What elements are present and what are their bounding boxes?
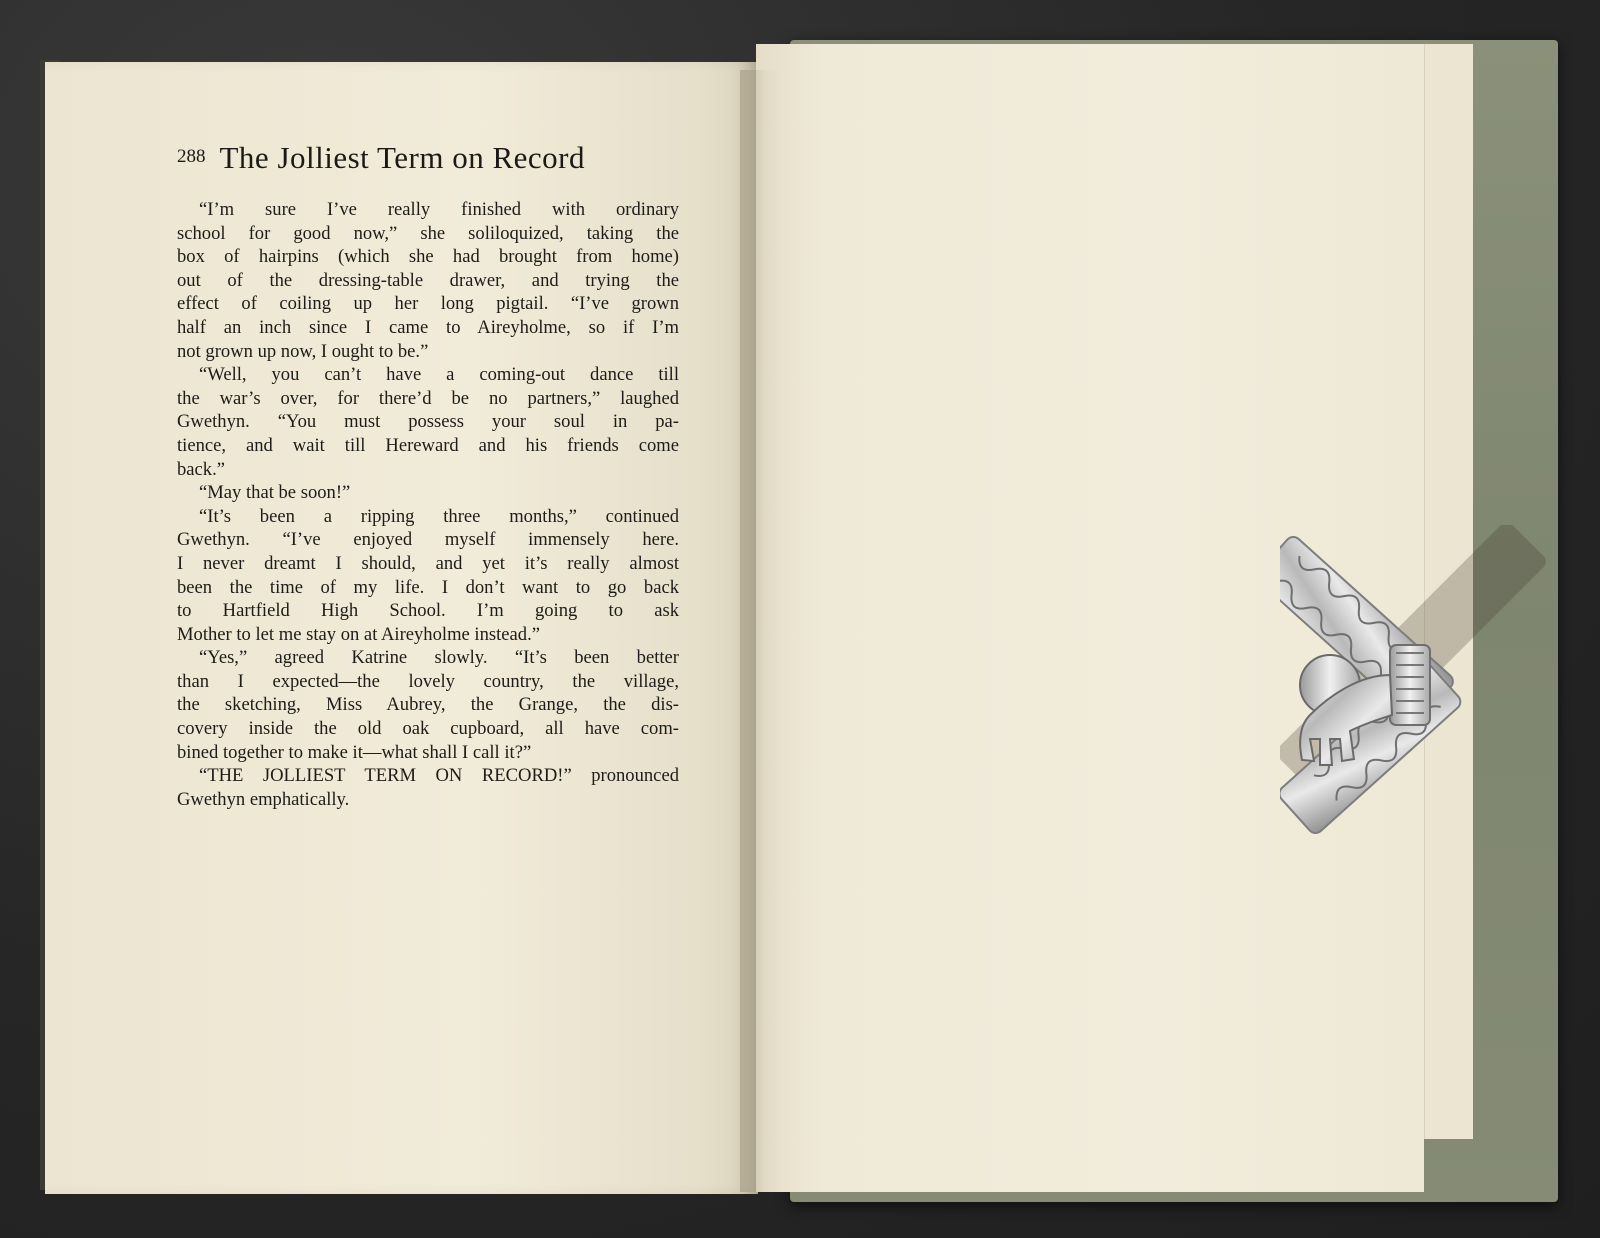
text-line: Gwethyn. “I’ve enjoyed myself immensely here. <box>177 529 679 551</box>
page-body-text <box>177 198 679 811</box>
text-line: “THE JOLLIEST TERM ON RECORD!” pronounced <box>199 765 679 787</box>
silver-hand-bookmark-icon <box>1280 525 1580 865</box>
text-line: than I expected—the lovely country, the village, <box>177 670 679 692</box>
text-line: half an inch since I came to Aireyholme, so if I’m <box>177 316 679 338</box>
running-head <box>177 140 657 176</box>
text-line: “Yes,” agreed Katrine slowly. “It’s been better <box>199 647 679 669</box>
text-line: I never dreamt I should, and yet it’s really almost <box>177 552 679 574</box>
page-number: 288 <box>177 146 206 167</box>
text-line: “Well, you can’t have a coming-out dance till <box>199 364 679 386</box>
text-line: “I’m sure I’ve really finished with ordinary <box>199 199 679 220</box>
text-line: out of the dressing-table drawer, and trying the <box>177 269 679 291</box>
text-line: not grown up now, I ought to be.” <box>177 340 429 362</box>
text-line: effect of coiling up her long pigtail. “I’ve grown <box>177 293 679 315</box>
book-gutter <box>740 70 780 1192</box>
text-line: “May that be soon!” <box>199 482 351 504</box>
text-line: covery inside the old oak cupboard, all have com- <box>177 718 679 740</box>
text-line: school for good now,” she soliloquized, taking the <box>177 222 679 244</box>
text-line: box of hairpins (which she had brought from home) <box>177 246 679 268</box>
text-line: tience, and wait till Hereward and his friends come <box>177 434 679 456</box>
text-line: the sketching, Miss Aubrey, the Grange, the dis- <box>177 694 679 716</box>
text-line: been the time of my life. I don’t want to go back <box>177 576 679 598</box>
text-line: Gwethyn. “You must possess your soul in pa- <box>177 411 679 433</box>
text-line: back.” <box>177 458 226 480</box>
text-line: bined together to make it—what shall I call it?” <box>177 741 532 763</box>
text-line: the war’s over, for there’d be no partners,” laughed <box>177 387 679 409</box>
text-line: to Hartfield High School. I’m going to ask <box>177 600 679 622</box>
text-line: “It’s been a ripping three months,” continued <box>199 505 679 527</box>
running-title: The Jolliest Term on Record <box>219 140 585 175</box>
text-line: Mother to let me stay on at Aireyholme instead.” <box>177 623 541 645</box>
text-line: Gwethyn emphatically. <box>177 788 350 810</box>
